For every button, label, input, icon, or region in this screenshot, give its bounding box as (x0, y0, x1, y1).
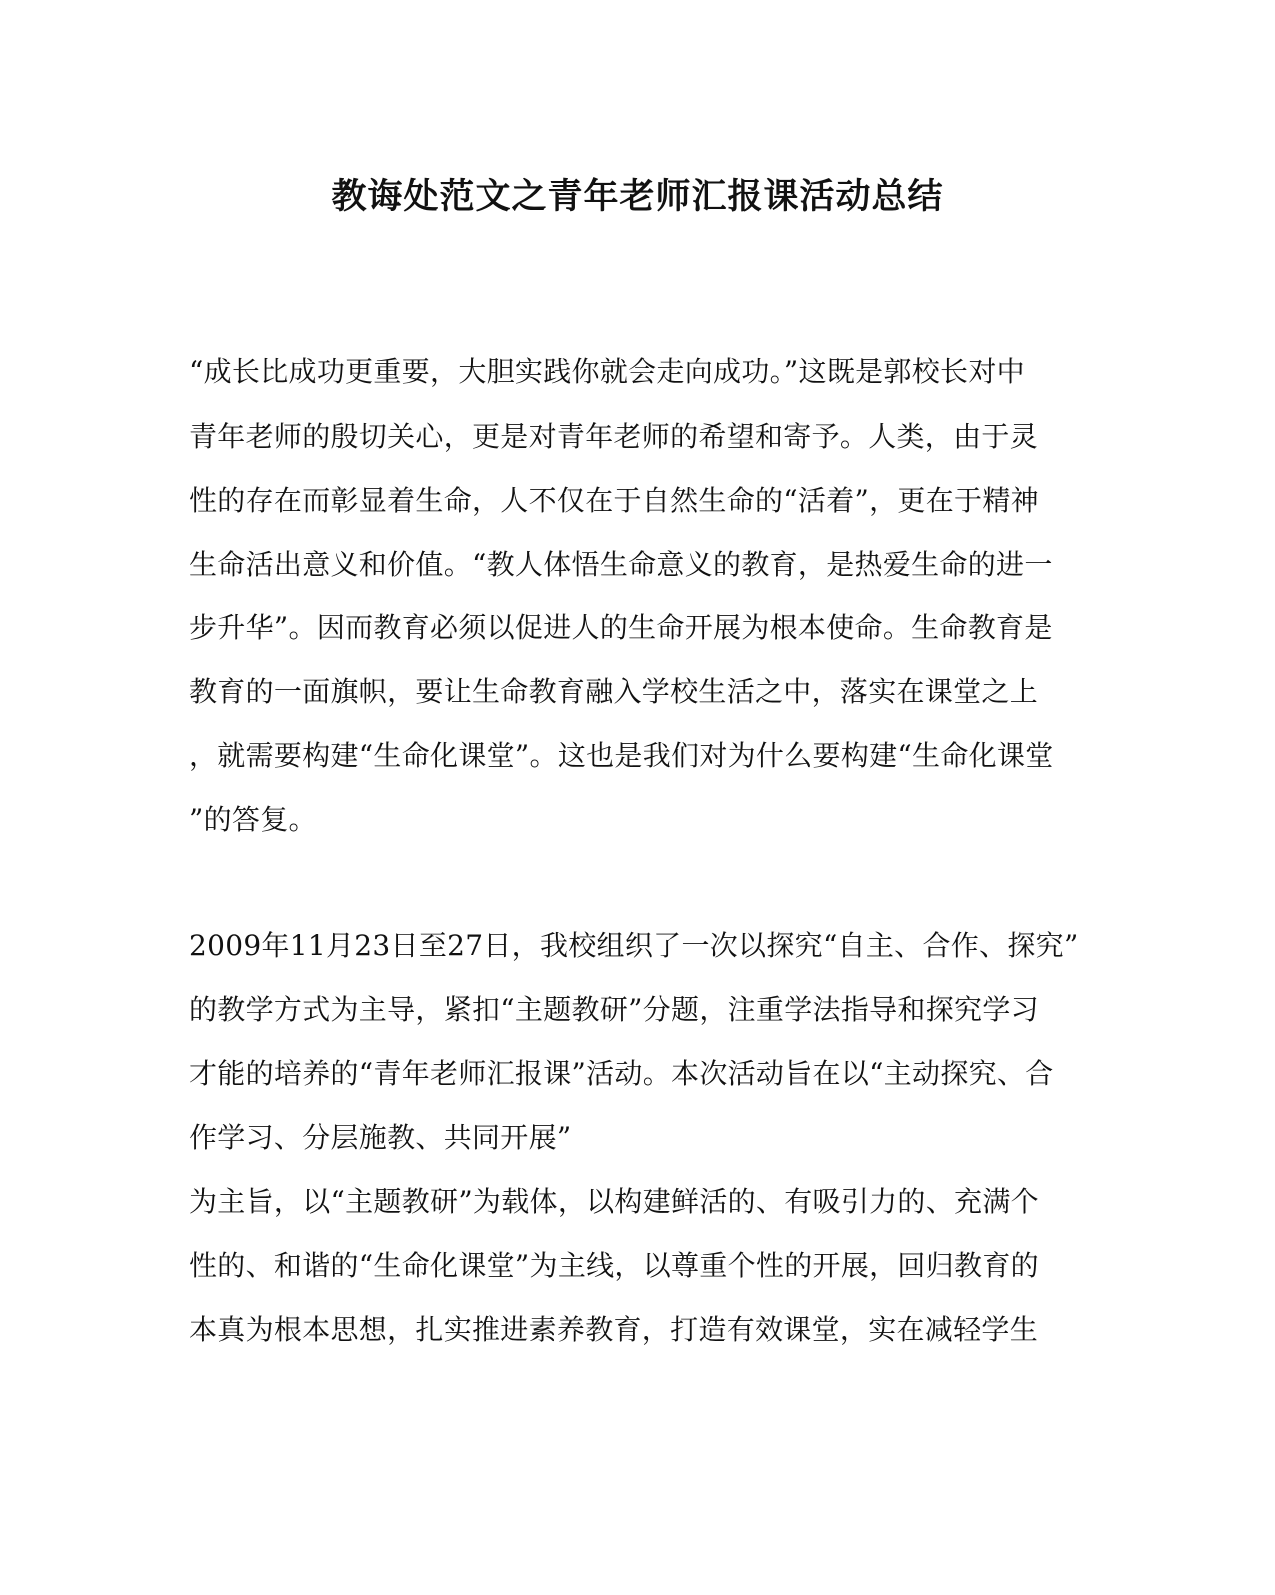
paragraph-1-line-6: 教育的一面旗帜，要让生命教育融入学校生活之中，落实在课堂之上 (189, 675, 1039, 708)
paragraph-2-line-4: 作学习、分层施教、共同开展” (189, 1121, 572, 1154)
document-title: 教诲处范文之青年老师汇报课活动总结 (331, 176, 944, 217)
paragraph-1-line-4: 生命活出意义和价值。“教人体悟生命意义的教育，是热爱生命的进一 (189, 548, 1053, 581)
paragraph-1-line-3: 性的存在而彰显着生命，人不仅在于自然生命的“活着”，更在于精神 (189, 484, 1039, 517)
paragraph-2-line-3: 才能的培养的“青年老师汇报课”活动。本次活动旨在以“主动探究、合 (189, 1057, 1054, 1090)
paragraph-2-line-7: 本真为根本思想，扎实推进素养教育，打造有效课堂，实在减轻学生 (189, 1313, 1039, 1346)
paragraph-1-line-5: 步升华”。因而教育必须以促进人的生命开展为根本使命。生命教育是 (189, 611, 1053, 644)
paragraph-2-line-1: 2009年11月23日至27日，我校组织了一次以探究“自主、合作、探究” (189, 929, 1079, 962)
paragraph-1-line-2: 青年老师的殷切关心，更是对青年老师的希望和寄予。人类，由于灵 (189, 420, 1039, 453)
paragraph-1-line-8: ”的答复。 (189, 803, 317, 836)
paragraph-2-line-5: 为主旨，以“主题教研”为载体，以构建鲜活的、有吸引力的、充满个 (189, 1185, 1039, 1218)
paragraph-2-line-6: 性的、和谐的“生命化课堂”为主线，以尊重个性的开展，回归教育的 (189, 1249, 1039, 1282)
paragraph-2-line-2: 的教学方式为主导，紧扣“主题教研”分题，注重学法指导和探究学习 (189, 993, 1039, 1026)
paragraph-1-line-7: ，就需要构建“生命化课堂”。这也是我们对为什么要构建“生命化课堂 (189, 739, 1054, 772)
paragraph-1-line-1: “成长比成功更重要，大胆实践你就会走向成功。”这既是郭校长对中 (189, 355, 1025, 388)
